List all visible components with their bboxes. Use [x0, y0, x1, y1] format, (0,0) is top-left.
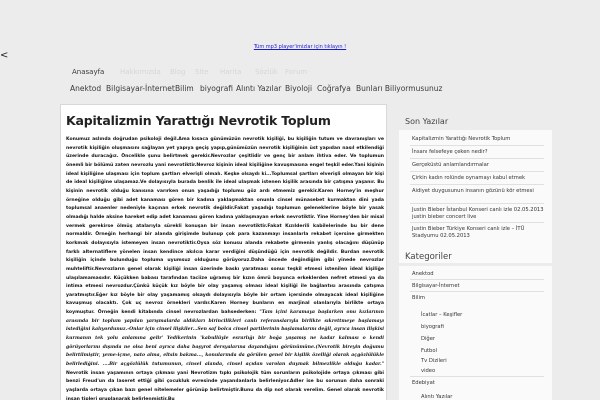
post-body-text: Konumuz aslında doğrudan psikoloji değil.Ama kısaca günümüzün nevrotik kişiliği, bu kişiliğin tutum ve davranışları ve nevrotik kişiliğin oluşmasını sağlayan yet yapıya geçiş yapıp,günümüzün nevrotik kişiliğinin üst yapıdan nasıl etkilendiği üzerinde duracağız. Öncelikle şunu belirtmek gerekir.Nevrozlar çeşitlidir ve genç bir anlam ihtiva eder. Ve toplumun önemli bir bölümü zaten nevrozlu yani nevrotiktir.Nevroz kişinin ideal kişiliğine kavuşmasına engel teşkil eder.Yani kişinin ideal kişiliğine ulaşması için toplum şartları elverişli olmalı. Keşke olsaydı ki...Toplumsal şartları elverişli olmayan bir kişi de ideal kişiliğine ulaşamaz.Ve dolayısıyla burada benlik ile ideal ulaşmak istenen kişilik arasında bir çatışma yaşanır. Bu kişinin nevrotik olduğu kanısına varırken onun yaşadığı toplumu göz ardı etmemiz gerekir.Karen Horney'in meşhur örneğine olduğu gibi adet kanaması gören bir kadına yaklaşmaktan onunla cinsel münasebet kurmaktan dini yada toplumsal anaenler nedeniyle kaçınan erkek nevrotik değildir.Fakat yaşadığı toplumun geleneklerine böyle bir yasak olmadığı halde aksine hareket edip adet kanaması gören kadına yaklaşmayan erkek nevrotiktir. Yine Horney'den bir misal vermek gerekirse ölmüş atalarıyla sürekli konuşan bir insan nevrotiktir.Fakat Kızılderili kabilelerinde bu bir dene normaldir. Örneğin herhangi bir alanda girişimde bulunup çok para kazanmayı insanlarla rekabet içersine girmekten korkmak dolayısıyla istemeyen insan nevrotiktir.Oysa söz konusu alanda rekabete girmenin yanlış olacağını düşünüp farklı alternatiflere yönelen insan kendince akılcıa karar verdiğini düşündüğü için nevrotik değildir. Burdan nevrotik kişiliğin içinde bulunduğu topluma uyumsuz olduğunu görüyoruz.Daha öncede değindiğim gibi yinede nevrozlar muhteliftir.Nevrozların genel olarak kişiliği insan üzerinde baskı yaratması sonuı teşkil etmesi istenilen ideal kişiliğe ulaşılamamasıdır. Küçükken babası tarafından taciize uğramış bir kızın ömrü boyunca erkeklerden nefret etmesi ya da intima etmesi nevrozdur.Çünkü küçük kız böyle bir olay yaşamış olması ideal kişiliği ile bağlantısı arasında çatışma yaratmıştır.Eğer kız böyle bir olay yaşamamış olsaydı dolayısıyla böyle bir ortam içersinde olmayacak ideal kişiliğine kavuşmuş olacaktı. Çok uç nevroz örnekleri vardır.Karen Horney bunların en marjinal olanlarıyla birlikte ortaya koymuştur. Örneğin kendi kitabında cinsel nevrozlardan bahsederken: — [66, 137, 384, 316]
divider — [410, 184, 544, 185]
recent-post-link[interactable]: Çirkin kadın rolünde oynamayı kabul etmek — [412, 175, 526, 181]
category-link[interactable]: Bilgisayar-İnternet — [412, 283, 460, 289]
post-body-quote: "Tam içini karamaya başlarken onu kızlarının arasında bir toplum yapılan yarışmalarda aldıkları birincilikleri canlı referanslarıyla birlikte sıkrettmeye başlamayı istediğini kalıyordunuz.-Onlar için cinsel ilişkiler...Sen saf bolca cinsel partilerinin başlamalarını değil, ayrıca insan ilişkisi kurmanın tek yolu anlamına gelir' Yedikerinin 'kabullüyle esrarlığı bir boğa yaşamış ne kadar kalması o kendi görüyorlarını dışında ne olsa beni ayrıca daha başyrot dersyalarına dayandığını görünümüne.(Nevrotik bireyin doğumu belirtilmiştir, yeme-içme, nato alma, eltsin bakma..., konularında da görülen genel bir kişilik özelliği olarak açgözlülükle belirlediğini. ....Bir açgözlülük tutumunun, cinsel alanda, cinsel açıdan varolan duymak bilmezlikle olduğu kadar." — [66, 310, 384, 368]
divider — [410, 222, 544, 223]
category-nav — [60, 82, 550, 98]
nav-item-alinti[interactable]: Alıntı Yazılar — [236, 84, 282, 93]
recent-posts-list — [399, 130, 552, 263]
primary-nav — [60, 66, 550, 80]
top-bar — [0, 0, 600, 40]
divider — [410, 279, 544, 280]
recent-posts-title: Son Yazılar — [405, 117, 449, 126]
recent-post-link[interactable]: Kapitalizmin Yarattığı Nevrotik Toplum — [412, 136, 511, 142]
post-body — [66, 136, 384, 400]
nav-item-biyoloji[interactable]: Biyoloji — [285, 84, 313, 93]
nav-item-ghost-4[interactable]: Harita — [220, 68, 242, 76]
divider — [410, 171, 544, 172]
divider — [410, 203, 544, 204]
nav-item-ghost-2[interactable]: Blog — [170, 68, 186, 76]
nav-item-ghost-5[interactable]: Sözlük — [255, 68, 278, 76]
nav-item-biyografi[interactable]: biyografi — [200, 84, 234, 93]
divider — [410, 291, 544, 292]
post-content — [60, 104, 387, 400]
left-arrow-glyph[interactable]: < — [0, 50, 9, 61]
recent-post-link[interactable]: İnsanı felsefeye çeken nedir? — [412, 149, 488, 155]
category-link[interactable]: video — [421, 368, 436, 374]
category-link[interactable]: Diğer — [421, 336, 436, 342]
category-link[interactable]: Anektod — [412, 271, 434, 277]
category-link[interactable]: Tv Dizileri — [421, 358, 447, 364]
categories-title: Kategoriler — [405, 252, 452, 262]
divider — [410, 158, 544, 159]
nav-item-cografya[interactable]: Coğrafya — [317, 84, 351, 93]
nav-item-bilgisayar[interactable]: Bilgisayar-İnternet — [106, 84, 175, 93]
sidebar — [399, 104, 552, 400]
nav-item-ghost-1[interactable]: Hakkımızda — [120, 68, 161, 76]
recent-post-link[interactable]: Gerçeküstü anlamlandırmalar — [412, 162, 489, 168]
nav-item-ghost-3[interactable]: Site — [195, 68, 209, 76]
nav-item-bilim[interactable]: Bilim — [175, 84, 194, 93]
promo-link-container — [0, 44, 600, 50]
navigation — [60, 66, 550, 100]
category-link[interactable]: biyografi — [421, 324, 444, 330]
recent-post-link[interactable]: Justin Bieber Türkiye Konseri canlı izle – İTÜ Stadyumu 02.05.2013 — [412, 226, 525, 239]
nav-item-anektod[interactable]: Anektod — [70, 84, 102, 93]
nav-item-bunlari[interactable]: Bunları Biliyormusunuz — [356, 84, 443, 93]
divider — [410, 376, 544, 377]
categories-list — [399, 266, 552, 400]
category-link[interactable]: Futbol — [421, 348, 437, 354]
category-link[interactable]: Edebiyat — [412, 380, 435, 386]
category-link[interactable]: Bilim — [412, 295, 425, 301]
promo-link[interactable]: Tüm mp3 player'imizlar için tıklayın ! — [253, 44, 347, 50]
category-link[interactable]: Alıntı Yazılar — [421, 394, 453, 400]
divider — [410, 145, 544, 146]
category-link[interactable]: İcatlar – Keşifler — [421, 312, 463, 318]
post-title[interactable]: Kapitalizmin Yarattığı Nevrotik Toplum — [66, 113, 331, 128]
recent-post-link[interactable]: Justin Bieber İstanbul Konseri canlı izle 02.05.2013 justin bieber concert live — [412, 207, 544, 220]
post-body-tail: Nevrotik insan yaşamının ortaya çıkması yani Nevrotizm tıpkı psikolojik tüm sorunların psikolojide ortaya çıkması gibi benzi Freud'un da laseret ettiği gibi çocukluk evresinde yaşanılanlarla belirleniyor.Adler ise bu sorunun daha sonraki yaşlarda ortaya çıkan bazı genel nitelemeler görünüp belirtmiştir.Bunu da dip not olarak verelim. Genel olarak nevrotik insan tipleri gruplanarak belirlenmiştir.Bu — [66, 370, 384, 400]
recent-post-link[interactable]: Aidiyet duygusunun insanın gözünü kör etmesi — [412, 188, 534, 194]
nav-item-anasayfa[interactable]: Anasayfa — [72, 68, 105, 76]
nav-item-ghost-6[interactable]: Forum — [285, 68, 308, 76]
